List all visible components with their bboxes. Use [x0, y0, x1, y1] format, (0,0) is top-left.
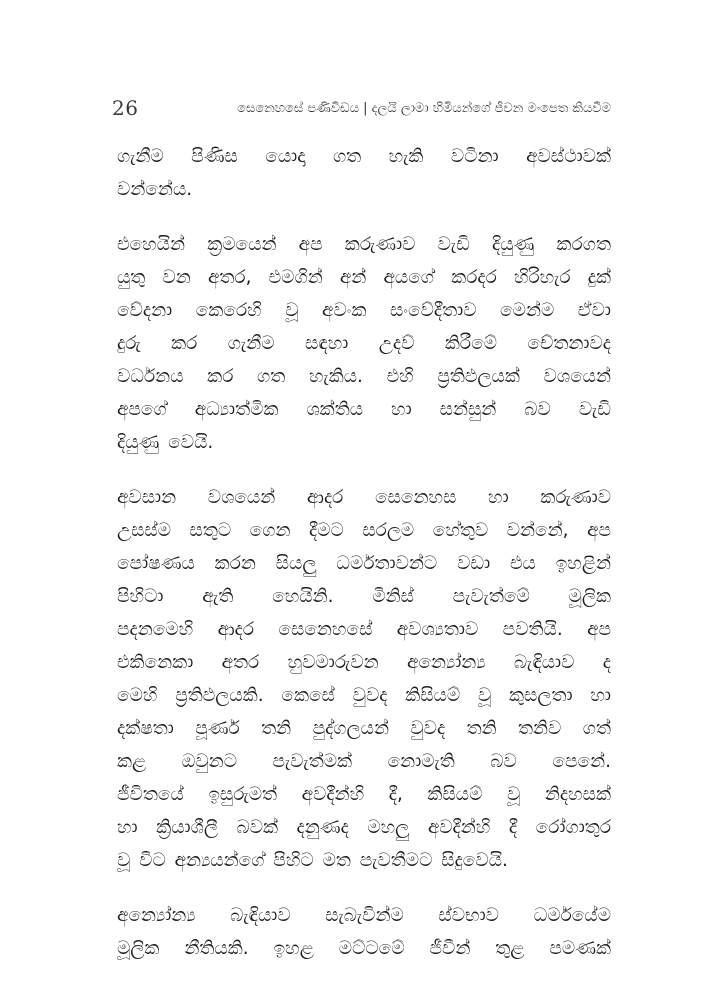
body-text [117, 140, 611, 987]
text-line: මෙහි ප්‍රතිඵලයකි. කෙසේ වුවද කිසියම් වූ කුසලතා හා [117, 685, 611, 706]
text-line: අපගේ අධ්‍යාත්මික ශක්තිය හා සන්සුන් බව වැඩි [117, 399, 611, 420]
text-line: අවසාන වශයෙන් ආදර සෙනෙහස හා කරුණාව [117, 487, 611, 508]
text-line: හා ක්‍රියාශීලී බවක් දනුණද මහලු අවදීන්හි දී රෝගාතුර [117, 817, 611, 838]
text-line: පදනමෙහි ආදර සෙනෙහසේ අවශ්‍යතාව පවතියි. අප [117, 619, 611, 640]
text-line: මූලික නීතියකි. ඉහළ මට්ටමේ ජීවීන් තුළ පමණක් [117, 938, 611, 959]
text-line: පිහිටා ඇති හෙයිනි. මිනිස් පැවැත්මේ මූලික [117, 586, 611, 607]
paragraph-1 [117, 140, 611, 206]
running-title: සෙනෙහසේ පණිවිඩය | දලයි ලාමා හිමියන්ගේ ජීවන මංපෙත කියවීම [237, 101, 611, 116]
paragraph-3 [117, 481, 611, 877]
text-line: කළ ඔවුනට පැවැත්මක් නොමැති බව පෙනේ. [117, 751, 611, 772]
text-line: වන්නේය. [117, 179, 193, 200]
text-line: වූ විට අන්‍යයන්ගේ පිහිට මත පැවතීමට සිදුවෙයි. [117, 850, 508, 871]
text-line: එහෙයින් ක්‍රමයෙන් අප කරුණාව වැඩි දියුණු කරගත [117, 234, 611, 255]
page-header [104, 92, 611, 124]
text-line: යුතු වන අතර, එමගින් අන් අයගේ කරදර හිරිහැර දුක් [117, 267, 611, 288]
text-line: දක්ෂතා පූර්ණ තනි පුද්ගලයන් වුවද තනි තනිව ගත් [117, 718, 611, 739]
text-line: ජීවිතයේ ඉසුරුමත් අවදීන්හි දී, කිසියම් වූ නිදහසක් [117, 784, 611, 805]
text-line: අන්‍යෝන්‍ය බැඳියාව සැබැවින්ම ස්වභාව ධර්මයේම [117, 905, 611, 926]
text-line: උසස්ම සතුට ගෙන දීමට සරලම හේතුව වන්නේ, අප [117, 520, 611, 541]
text-line: වේදනා කෙරෙහි වූ අවංක සංවේදීතාව මෙන්ම ඒවා [117, 300, 611, 321]
text-line: එකිනෙකා අතර හුවමාරුවන අන්‍යෝන්‍ය බැඳියාව ද [117, 652, 611, 673]
text-line: දියුණු වෙයි. [117, 432, 214, 453]
text-line: වර්ධනය කර ගත හැකිය. එහි ප්‍රතිඵලයක් වශයෙන් [117, 366, 611, 387]
paragraph-4 [117, 899, 611, 965]
text-line: ගැනීම පිණිස යොදා ගත හැකි වටිනා අවස්ථාවක් [117, 146, 611, 167]
text-line: දුරු කර ගැනීම සඳහා උදව් කිරීමේ චේතනාවද [117, 333, 611, 354]
page-number: 26 [112, 96, 139, 120]
paragraph-2 [117, 228, 611, 459]
text-line: පෝෂණය කරන සියලු ධර්මතාවන්ට වඩා එය ඉහළින් [117, 553, 611, 574]
